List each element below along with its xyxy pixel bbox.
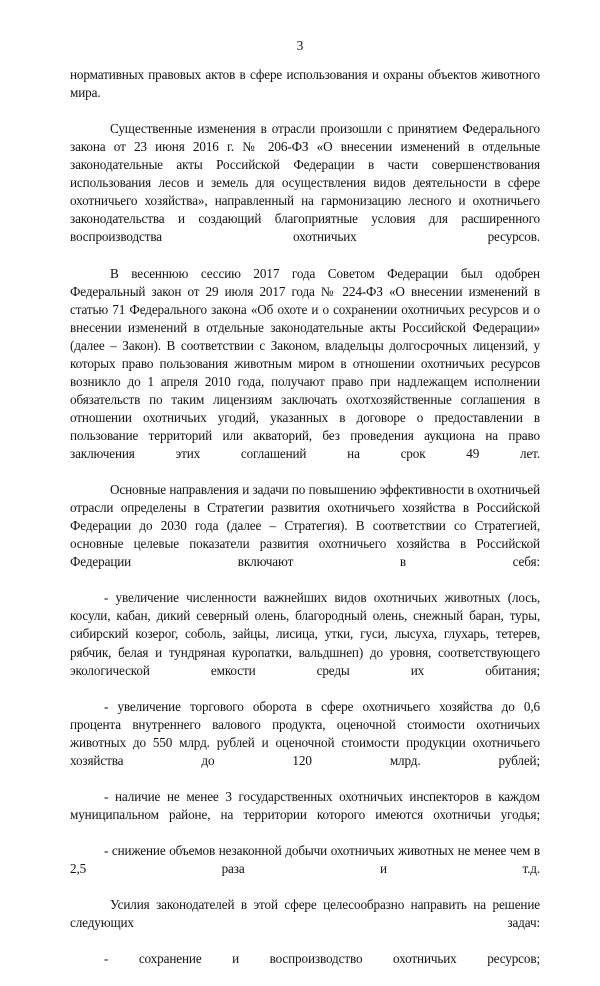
paragraph: В весеннюю сессию 2017 года Советом Федерации был одобрен Федеральный закон от 29 июля 2017 года № 224-ФЗ «О внесении изменений в статью 71 Федерального закона «Об охоте и о сохранении охотничьих ресурсов и о внесении изменений в отдельные законодательные акты Российской Федерации» (далее – Закон). В соответствии с Законом, владельцы долгосрочных лицензий, у которых право пользования животным миром в отношении охотничьих ресурсов возникло до 1 апреля 2010 года, получают право при надлежащем исполнении обязательств по таким лицензиям заключать охотхозяйственные соглашения в отношении охотничьих угодий, указанных в договоре о предоставлении в пользование территорий или акваторий, без проведения аукциона на право заключения этих соглашений на срок 49 лет. (70, 265, 540, 461)
page-number: 3 (296, 38, 304, 53)
paragraph: Основные направления и задачи по повышению эффективности в охотничьей отрасли определены в Стратегии развития охотничьего хозяйства в Российской Федерации до 2030 года (далее – Стратегия). В соответствии со Стратегией, основные целевые показатели развития охотничьего хозяйства в Российской Федерации включают в себя: (70, 482, 540, 570)
paragraph: нормативных правовых актов в сфере использования и охраны объектов животного мира. (70, 67, 540, 101)
list-item: - сохранение и воспроизводство охотничьих ресурсов; (104, 951, 540, 967)
document-body (70, 66, 540, 986)
paragraph: Существенные изменения в отрасли произошли с принятием Федерального закона от 23 июня 2016 г. № 206-ФЗ «О внесении изменений в отдельные законодательные акты Российской Федерации в части совершенствования использования лесов и земель для осуществления видов деятельности в сфере охотничьего хозяйства», направленный на гармонизацию лесного и охотничьего законодательства и создающий благоприятные условия для расширенного воспроизводства охотничьих ресурсов. (70, 121, 540, 245)
paragraph: Усилия законодателей в этой сфере целесообразно направить на решение следующих задач: (70, 897, 540, 931)
list-item: - увеличение численности важнейших видов охотничьих животных (лось, косули, кабан, дикий северный олень, благородный олень, снежный баран, туры, сибирский козерог, соболь, зайцы, лисица, утки, гуси, лысуха, глухарь, тетерев, рябчик, белая и тундряная куропатки, вальдшнеп) до уровня, соответствующего экологической емкости среды их обитания; (70, 590, 540, 678)
list-item: - увеличение торгового оборота в сфере охотничьего хозяйства до 0,6 процента внутреннего валового продукта, оценочной стоимости охотничьих животных до 550 млрд. рублей и оценочной стоимости продукции охотничьего хозяйства до 120 млрд. рублей; (70, 698, 540, 768)
list-item: - наличие не менее 3 государственных охотничьих инспекторов в каждом муниципальном районе, на территории которого имеются охотничьи угодья; (70, 788, 540, 822)
list-item: - снижение объемов незаконной добычи охотничьих животных не менее чем в 2,5 раза и т.д. (70, 843, 540, 877)
